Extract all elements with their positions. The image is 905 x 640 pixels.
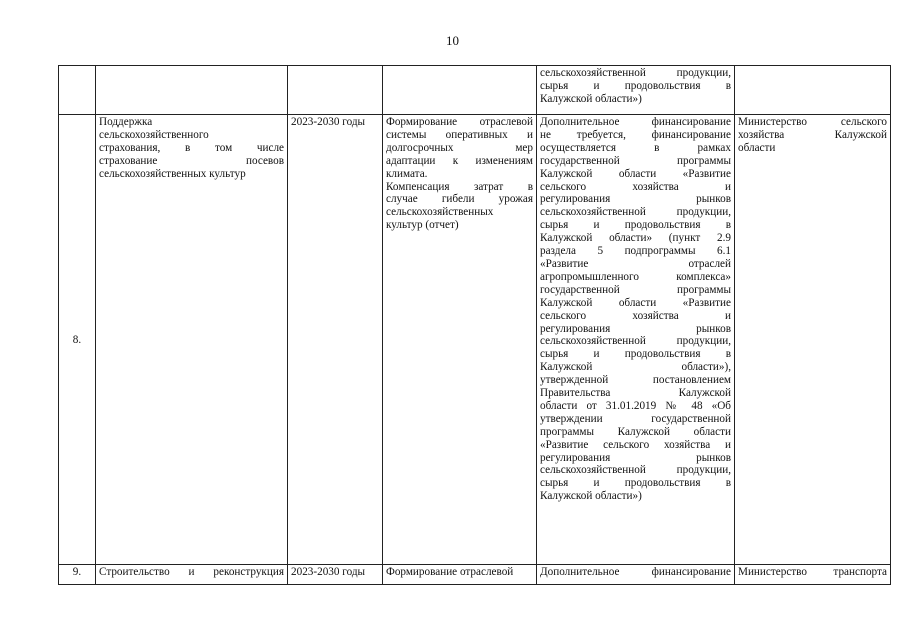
text-line: Калужской области «Развитие: [540, 167, 731, 180]
text-line: регулирования рынков: [540, 451, 731, 464]
text-line: Строительство и реконструкция: [99, 566, 284, 578]
text-line: сельского хозяйства и: [540, 180, 731, 193]
text-line: области: [738, 141, 776, 154]
text-line: агропромышленного комплекса»: [540, 270, 731, 283]
text-line: Дополнительное финансирование: [540, 566, 731, 578]
text-line: сырья и продовольствия в: [540, 79, 731, 92]
cell-executor: [735, 66, 891, 115]
text-line: Министерство транспорта: [738, 566, 887, 578]
text-line: утверждении государственной: [540, 412, 731, 425]
table-row-9: [59, 565, 891, 585]
text-line: программы Калужской области: [540, 425, 731, 438]
text-line: «Развитие отраслей: [540, 257, 731, 270]
table-row-8: [59, 115, 891, 565]
measures-table: [58, 65, 891, 585]
text-line: Калужской области»),: [540, 361, 731, 374]
text-line: страхование посевов: [99, 154, 284, 167]
text-line: сельскохозяйственной продукции,: [540, 464, 731, 477]
cell-result: [383, 565, 537, 585]
page-number: 10: [446, 33, 459, 48]
text-line: долгосрочных мер: [386, 141, 533, 154]
cell-funding: [537, 565, 735, 585]
text-line: культур (отчет): [386, 219, 459, 232]
text-line: сельскохозяйственного: [99, 128, 209, 141]
text-line: адаптации к изменениям: [386, 154, 533, 167]
text-line: Калужской области»): [540, 92, 642, 105]
cell-period: [288, 66, 383, 115]
text-line: сырья и продовольствия в: [540, 477, 731, 490]
text-line: сельского хозяйства и: [540, 309, 731, 322]
text-line: Калужской области»): [540, 490, 642, 503]
text-line: утвержденной постановлением: [540, 374, 731, 387]
text-line: Формирование отраслевой: [386, 116, 533, 128]
text-line: сельскохозяйственных культур: [99, 167, 246, 180]
text-line: раздела 5 подпрограммы 6.1: [540, 245, 731, 258]
cell-num: 9.: [59, 565, 96, 585]
cell-period: 2023-2030 годы: [288, 115, 383, 565]
cell-executor: [735, 115, 891, 565]
cell-num: [59, 66, 96, 115]
text-line: страхования, в том числе: [99, 141, 284, 154]
text-line: не требуется, финансирование: [540, 128, 731, 141]
text-line: сырья и продовольствия в: [540, 219, 731, 232]
text-line: Калужской области «Развитие: [540, 296, 731, 309]
cell-period: 2023-2030 годы: [288, 565, 383, 585]
text-line: «Развитие сельского хозяйства и: [540, 438, 731, 451]
text-line: сельскохозяйственных: [386, 206, 494, 219]
text-line: сельскохозяйственной продукции,: [540, 67, 731, 79]
cell-executor: [735, 565, 891, 585]
text-line: области от 31.01.2019 № 48 «Об: [540, 399, 731, 412]
text-line: сельскохозяйственной продукции,: [540, 206, 731, 219]
text-line: государственной программы: [540, 154, 731, 167]
text-line: Формирование отраслевой: [386, 566, 514, 578]
text-line: Калужской области» (пункт 2.9: [540, 232, 731, 245]
text-line: регулирования рынков: [540, 322, 731, 335]
cell-measure: [96, 66, 288, 115]
text-line: сельскохозяйственной продукции,: [540, 335, 731, 348]
text-line: системы оперативных и: [386, 128, 533, 141]
text-line: случае гибели урожая: [386, 193, 533, 206]
text-line: регулирования рынков: [540, 193, 731, 206]
cell-funding: [537, 115, 735, 565]
table-row-continuation: [59, 66, 891, 115]
text-line: Дополнительное финансирование: [540, 116, 731, 128]
cell-num: 8.: [59, 115, 96, 565]
text-line: осуществляется в рамках: [540, 141, 731, 154]
text-line: хозяйства Калужской: [738, 128, 887, 141]
cell-result: [383, 115, 537, 565]
text-line: Поддержка: [99, 116, 153, 128]
text-line: сырья и продовольствия в: [540, 348, 731, 361]
text-line: государственной программы: [540, 283, 731, 296]
cell-result: [383, 66, 537, 115]
cell-measure: [96, 115, 288, 565]
text-line: климата.: [386, 167, 428, 180]
text-line: Правительства Калужской: [540, 387, 731, 400]
text-line: Компенсация затрат в: [386, 180, 533, 193]
text-line: Министерство сельского: [738, 116, 887, 128]
cell-funding: [537, 66, 735, 115]
cell-measure: [96, 565, 288, 585]
